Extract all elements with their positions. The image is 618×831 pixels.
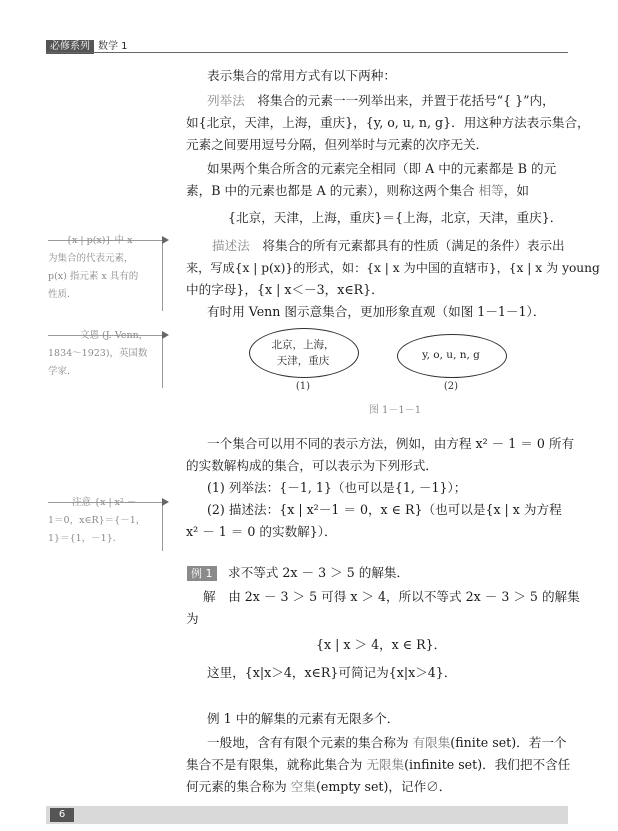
enum-line-3: 元素之间要用逗号分隔，但列举时与元素的次序无关． xyxy=(186,137,489,152)
term-finite-set: 有限集 xyxy=(412,735,451,750)
enum-line-2: 如{北京，天津，上海，重庆}，{y, o, u, n, g}．用这种方法表示集合， xyxy=(186,115,590,130)
venn-set-1-line-2: 天津，重庆 xyxy=(276,355,330,367)
enum-term: 列举法 xyxy=(207,93,245,108)
solution-line-2: 为 xyxy=(186,611,199,626)
multi-line-2: 的实数解构成的集合，可以表示为下列形式． xyxy=(186,458,438,473)
footer-bar xyxy=(46,806,568,824)
side-note-1-arrow-icon xyxy=(162,236,169,244)
def-text-1a: 一般地，含有有限个元素的集合称为 xyxy=(207,735,413,750)
page-number: 6 xyxy=(50,808,74,822)
desc-line-2: 来，写成{x | p(x)}的形式，如：{x | x 为中国的直辖市}，{x | x 为 young xyxy=(186,261,600,275)
side-note-1-line-4: 性质． xyxy=(48,289,77,300)
series-tag: 必修系列 xyxy=(46,40,94,54)
equality-display: {北京，天津，上海，重庆}＝{上海，北京，天津，重庆}． xyxy=(228,210,563,225)
def-text-3a: 何元素的集合称为 xyxy=(186,779,291,794)
side-note-1-line-3: p(x) 指元素 x 具有的 xyxy=(48,271,139,282)
solution-display: {x | x ＞ 4，x ∈ R}． xyxy=(316,637,447,652)
equality-text-c: ，如 xyxy=(503,183,529,198)
venn-label-2: (2) xyxy=(443,381,459,392)
desc-text-1: 将集合的所有元素都具有的性质（满足的条件）表示出 xyxy=(262,238,565,253)
venn-intro: 有时用 Venn 图示意集合，更加形象直观（如图 1－1－1）． xyxy=(207,304,546,319)
multi-line-1: 一个集合可以用不同的表示方法，例如，由方程 x² － 1 ＝ 0 所有 xyxy=(207,436,575,451)
term-equal: 相等 xyxy=(478,183,504,198)
intro-line: 表示集合的常用方式有以下两种： xyxy=(207,68,396,83)
book-title: 数学 1 xyxy=(98,41,128,52)
side-note-2-arrow-icon xyxy=(162,331,169,339)
venn-label-1: (1) xyxy=(295,381,311,392)
equality-text-a: 素，B 中的元素也都是 A 的元素），则称这两个集合 xyxy=(186,183,479,198)
infinite-note: 例 1 中的解集的元素有无限多个． xyxy=(207,711,400,726)
venn-set-1-line-1: 北京，上海， xyxy=(271,339,335,351)
equality-line-2 xyxy=(186,183,529,199)
multi-item-2b: x² － 1 ＝ 0 的实数解}）． xyxy=(186,524,337,539)
side-note-3-line-1: 注意 {x | x² － xyxy=(72,497,137,508)
desc-line-3: 中的字母}，{x | x＜－3，x∈R}． xyxy=(186,282,384,297)
example-label: 例 1 xyxy=(187,566,217,581)
solution-line-3: 这里，{x|x＞4，x∈R}可简记为{x|x＞4}． xyxy=(207,665,457,680)
header-rule xyxy=(46,52,568,53)
side-note-3-arrow-icon xyxy=(162,498,169,506)
desc-line-1 xyxy=(212,238,565,254)
def-text-2a: 集合不是有限集，就称此集合为 xyxy=(186,757,367,772)
equality-line-1: 如果两个集合所含的元素完全相同（即 A 中的元素都是 B 的元 xyxy=(207,161,557,176)
side-note-2-line-1: 文恩 (J. Venn， xyxy=(80,330,149,341)
definition-line-1 xyxy=(207,735,567,751)
side-note-1-line-1: {x | p(x)} 中 x xyxy=(66,235,133,246)
side-note-1-line-2: 为集合的代表元素， xyxy=(48,253,134,264)
term-infinite-set: 无限集 xyxy=(366,757,405,772)
solution-line-1: 解 由 2x － 3 ＞ 5 可得 x ＞ 4，所以不等式 2x － 3 ＞ 5 的解集 xyxy=(203,589,580,604)
multi-item-2a: (2) 描述法：{x | x²－1 ＝ 0，x ∈ R}（也可以是{x | x 为方程 xyxy=(207,502,562,517)
definition-line-3 xyxy=(186,779,451,795)
side-note-2-line-3: 学家． xyxy=(48,366,77,377)
side-note-3-line-2: 1＝0，x∈R}＝{－1， xyxy=(48,515,146,526)
enum-text-1: 将集合的元素一一列举出来，并置于花括号“{ }”内， xyxy=(257,93,555,108)
venn-set-2: y, o, u, n, g xyxy=(422,349,480,361)
example-question: 求不等式 2x － 3 ＞ 5 的解集． xyxy=(228,565,410,580)
def-text-1c: (finite set)．若一个 xyxy=(450,735,567,750)
def-text-3c: (empty set)，记作∅． xyxy=(315,779,452,794)
def-text-2c: (infinite set)．我们把不含任 xyxy=(404,757,571,772)
side-note-3-line-3: 1}＝{1，－1}． xyxy=(48,533,123,544)
enum-line-1 xyxy=(207,93,555,109)
definition-line-2 xyxy=(186,757,570,773)
multi-item-1: (1) 列举法：{－1, 1}（也可以是{1, －1}）； xyxy=(207,480,467,495)
figure-caption: 图 1－1－1 xyxy=(368,405,422,416)
term-empty-set: 空集 xyxy=(290,779,316,794)
side-note-2-line-2: 1834～1923)，英国数 xyxy=(48,348,148,359)
desc-term: 描述法 xyxy=(212,238,250,253)
